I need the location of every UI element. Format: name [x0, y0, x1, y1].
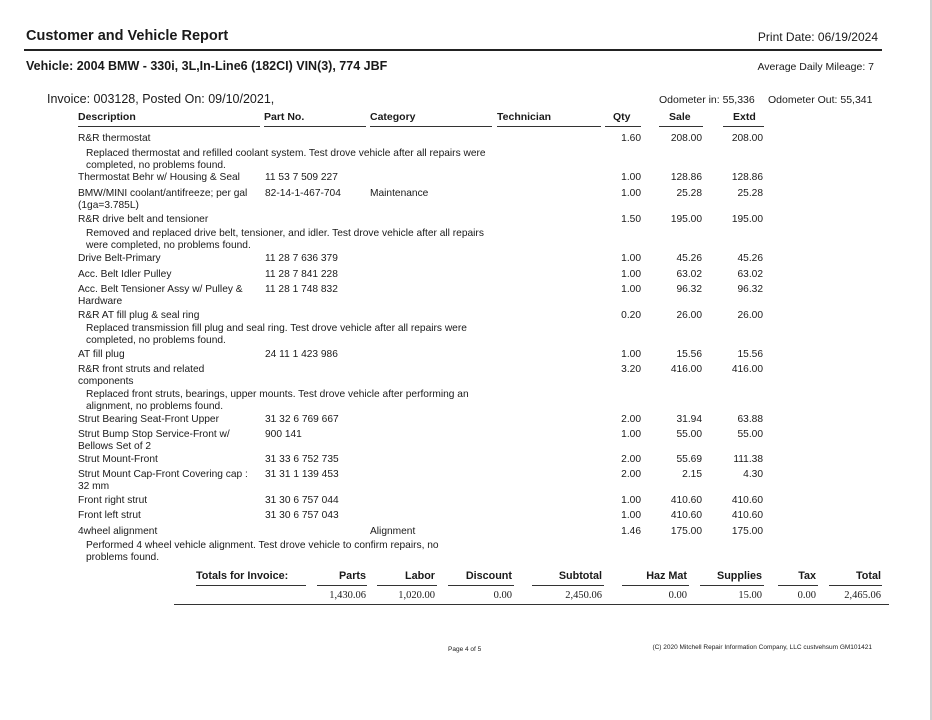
- odometer-out: Odometer Out: 55,341: [768, 94, 873, 106]
- col-underline: [605, 126, 641, 127]
- item-qty: 1.00: [621, 188, 641, 199]
- item-sale: 208.00: [670, 133, 702, 144]
- item-sale: 410.60: [670, 510, 702, 521]
- col-qty: Qty: [613, 111, 631, 123]
- item-sale: 26.00: [676, 310, 702, 321]
- item-part-no: 11 28 1 748 832: [265, 284, 338, 295]
- col-underline: [78, 126, 260, 127]
- totals-header-discount: Discount: [465, 570, 512, 582]
- total-tax: 0.00: [797, 590, 816, 601]
- item-part-no: 31 30 6 757 043: [265, 510, 339, 521]
- item-extd: 208.00: [731, 133, 763, 144]
- invoice-line: Invoice: 003128, Posted On: 09/10/2021,: [47, 92, 275, 106]
- item-sale: 15.56: [676, 349, 702, 360]
- item-description: Acc. Belt Idler Pulley: [78, 269, 172, 280]
- totals-underline: [829, 585, 882, 586]
- item-sale: 195.00: [670, 214, 702, 225]
- copyright-notice: (C) 2020 Mitchell Repair Information Company, LLC custvehsum GM101421: [652, 644, 872, 651]
- totals-underline: [622, 585, 689, 586]
- item-extd: 410.60: [731, 495, 763, 506]
- item-description: Strut Bearing Seat-Front Upper: [78, 414, 219, 425]
- totals-underline: [778, 585, 818, 586]
- item-qty: 1.00: [621, 284, 641, 295]
- item-part-no: 31 30 6 757 044: [265, 495, 339, 506]
- totals-bottom-rule: [174, 604, 889, 605]
- item-description: Strut Mount Cap-Front Covering cap : 32 mm: [78, 469, 248, 492]
- item-extd: 63.02: [737, 269, 763, 280]
- average-daily-mileage: Average Daily Mileage: 7: [757, 61, 874, 73]
- item-description: Front right strut: [78, 495, 148, 506]
- total-supplies: 15.00: [738, 590, 762, 601]
- item-qty: 1.00: [621, 253, 641, 264]
- item-description: R&R thermostat: [78, 133, 151, 144]
- item-sale: 416.00: [670, 364, 702, 375]
- totals-header-tax: Tax: [798, 570, 816, 582]
- col-extd: Extd: [733, 111, 756, 123]
- item-description: R&R front struts and related components: [78, 364, 205, 387]
- item-description: AT fill plug: [78, 349, 125, 360]
- item-sale: 175.00: [670, 526, 702, 537]
- totals-label: Totals for Invoice:: [196, 570, 289, 582]
- item-qty: 1.00: [621, 172, 641, 183]
- totals-underline: [377, 585, 437, 586]
- labor-note: Replaced front struts, bearings, upper mounts. Test drove vehicle after performing an alignment, no problems found.: [86, 389, 469, 412]
- col-sale: Sale: [669, 111, 691, 123]
- item-extd: 45.26: [737, 253, 763, 264]
- totals-header-haz-mat: Haz Mat: [646, 570, 687, 582]
- item-part-no: 31 32 6 769 667: [265, 414, 339, 425]
- item-description: Strut Bump Stop Service-Front w/ Bellows Set of 2: [78, 429, 230, 452]
- col-category: Category: [370, 111, 416, 123]
- item-qty: 1.00: [621, 429, 641, 440]
- col-underline: [370, 126, 492, 127]
- item-category: Maintenance: [370, 188, 429, 199]
- total-haz-mat: 0.00: [668, 590, 687, 601]
- item-description: 4wheel alignment: [78, 526, 158, 537]
- item-sale: 63.02: [676, 269, 702, 280]
- total-parts: 1,430.06: [329, 590, 366, 601]
- item-part-no: 31 31 1 139 453: [265, 469, 339, 480]
- totals-header-labor: Labor: [405, 570, 435, 582]
- item-sale: 25.28: [676, 188, 702, 199]
- col-part-no: Part No.: [264, 111, 305, 123]
- item-extd: 55.00: [737, 429, 763, 440]
- totals-underline: [448, 585, 514, 586]
- col-underline: [723, 126, 764, 127]
- total-labor: 1,020.00: [398, 590, 435, 601]
- item-part-no: 11 53 7 509 227: [265, 172, 338, 183]
- item-sale: 45.26: [676, 253, 702, 264]
- totals-header-supplies: Supplies: [717, 570, 762, 582]
- item-extd: 175.00: [731, 526, 763, 537]
- item-extd: 63.88: [737, 414, 763, 425]
- item-description: Drive Belt-Primary: [78, 253, 161, 264]
- item-qty: 1.00: [621, 349, 641, 360]
- col-technician: Technician: [497, 111, 552, 123]
- item-description: Acc. Belt Tensioner Assy w/ Pulley & Hardware: [78, 284, 243, 307]
- item-extd: 25.28: [737, 188, 763, 199]
- item-qty: 1.50: [621, 214, 641, 225]
- item-extd: 128.86: [731, 172, 763, 183]
- totals-header-parts: Parts: [338, 570, 366, 582]
- item-qty: 0.20: [621, 310, 641, 321]
- item-qty: 2.00: [621, 414, 641, 425]
- item-extd: 4.30: [743, 469, 763, 480]
- total-discount: 0.00: [493, 590, 512, 601]
- item-description: Front left strut: [78, 510, 141, 521]
- item-extd: 195.00: [731, 214, 763, 225]
- page-number: Page 4 of 5: [448, 646, 482, 653]
- item-part-no: 11 28 7 636 379: [265, 253, 338, 264]
- labor-note: Replaced transmission fill plug and seal ring. Test drove vehicle after all repairs were completed, no problems found.: [86, 323, 467, 346]
- item-qty: 1.60: [621, 133, 641, 144]
- item-description: Thermostat Behr w/ Housing & Seal: [78, 172, 240, 183]
- labor-note: Performed 4 wheel vehicle alignment. Test drove vehicle to confirm repairs, no problems found.: [86, 540, 439, 563]
- odometer-in: Odometer in: 55,336: [659, 94, 755, 106]
- item-part-no: 24 11 1 423 986: [265, 349, 338, 360]
- item-qty: 2.00: [621, 469, 641, 480]
- vehicle-info: Vehicle: 2004 BMW - 330i, 3L,In-Line6 (182CI) VIN(3), 774 JBF: [26, 59, 388, 73]
- labor-note: Replaced thermostat and refilled coolant system. Test drove vehicle after all repairs were completed, no problems found.: [86, 148, 486, 171]
- item-part-no: 11 28 7 841 228: [265, 269, 338, 280]
- item-extd: 410.60: [731, 510, 763, 521]
- totals-underline: [196, 585, 306, 586]
- item-qty: 1.00: [621, 495, 641, 506]
- item-sale: 2.15: [682, 469, 702, 480]
- col-underline: [659, 126, 703, 127]
- item-extd: 15.56: [737, 349, 763, 360]
- item-sale: 31.94: [676, 414, 702, 425]
- item-category: Alignment: [370, 526, 416, 537]
- col-underline: [497, 126, 601, 127]
- item-qty: 3.20: [621, 364, 641, 375]
- labor-note: Removed and replaced drive belt, tensioner, and idler. Test drove vehicle after all repairs were completed, no problems found.: [86, 228, 484, 251]
- item-description: Strut Mount-Front: [78, 454, 158, 465]
- item-extd: 26.00: [737, 310, 763, 321]
- item-qty: 1.00: [621, 269, 641, 280]
- total-grand: 2,465.06: [844, 590, 881, 601]
- item-sale: 128.86: [670, 172, 702, 183]
- item-description: R&R drive belt and tensioner: [78, 214, 209, 225]
- item-description: R&R AT fill plug & seal ring: [78, 310, 200, 321]
- header-divider: [24, 49, 882, 51]
- report-title: Customer and Vehicle Report: [26, 28, 229, 44]
- item-extd: 416.00: [731, 364, 763, 375]
- total-subtotal: 2,450.06: [565, 590, 602, 601]
- item-qty: 2.00: [621, 454, 641, 465]
- totals-underline: [700, 585, 764, 586]
- col-underline: [264, 126, 366, 127]
- item-qty: 1.46: [621, 526, 641, 537]
- totals-underline: [317, 585, 367, 586]
- item-sale: 55.69: [676, 454, 702, 465]
- totals-header-total: Total: [856, 570, 881, 582]
- totals-header-subtotal: Subtotal: [558, 570, 602, 582]
- item-sale: 410.60: [670, 495, 702, 506]
- col-description: Description: [78, 111, 136, 123]
- item-part-no: 31 33 6 752 735: [265, 454, 339, 465]
- item-qty: 1.00: [621, 510, 641, 521]
- item-sale: 96.32: [676, 284, 702, 295]
- item-part-no: 82-14-1-467-704: [265, 188, 341, 199]
- item-extd: 96.32: [737, 284, 763, 295]
- item-extd: 111.38: [733, 454, 763, 465]
- item-sale: 55.00: [676, 429, 702, 440]
- totals-underline: [532, 585, 604, 586]
- item-part-no: 900 141: [265, 429, 302, 440]
- print-date: Print Date: 06/19/2024: [757, 30, 878, 44]
- item-description: BMW/MINI coolant/antifreeze; per gal (1ga=3.785L): [78, 188, 248, 211]
